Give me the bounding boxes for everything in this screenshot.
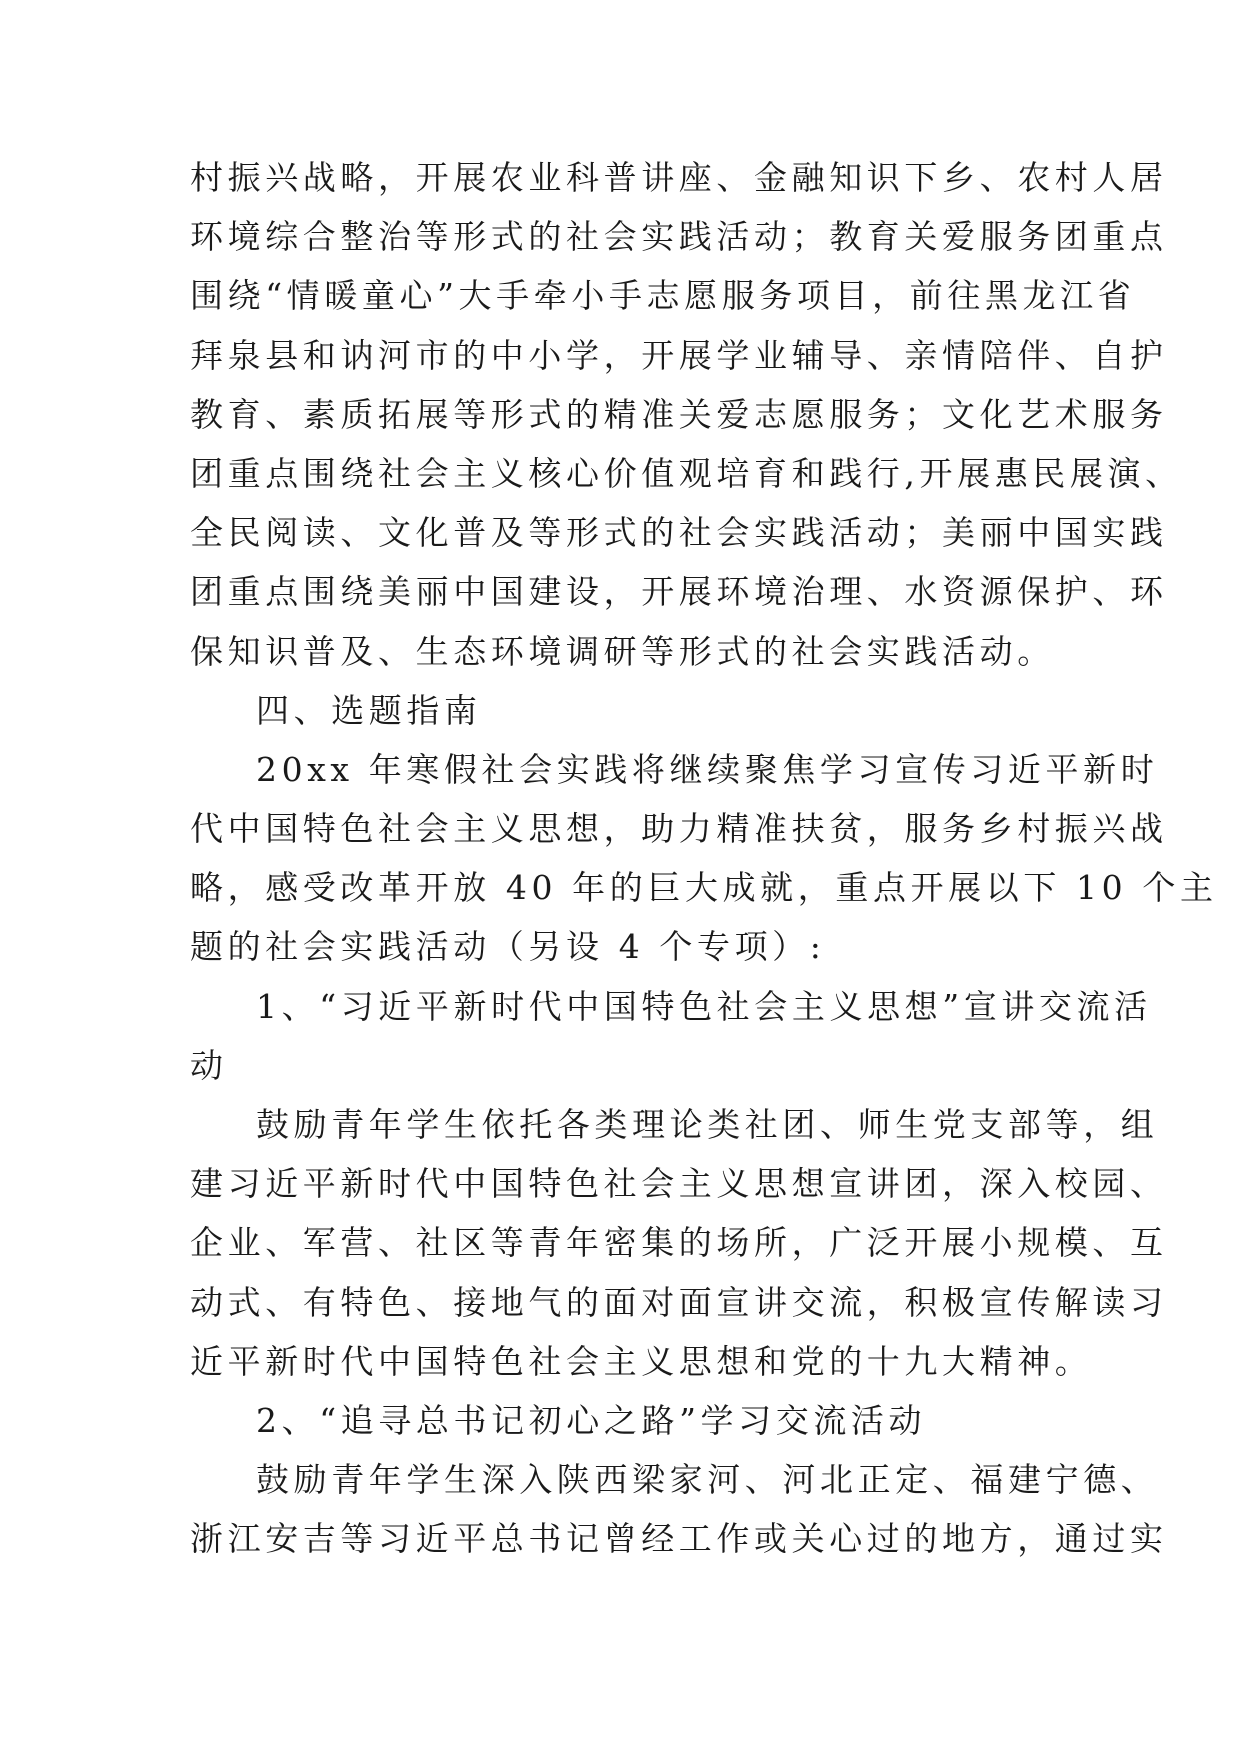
- text-line: 题的社会实践活动（另设 4 个专项）:: [190, 927, 826, 967]
- text-line: 动式、有特色、接地气的面对面宣讲交流，积极宣传解读习: [190, 1282, 1168, 1322]
- text-line: 团重点围绕社会主义核心价值观培育和践行,开展惠民展演、: [190, 453, 1183, 493]
- text-line: 2、“追寻总书记初心之路”学习交流活动: [256, 1400, 927, 1440]
- text-line: 环境综合整治等形式的社会实践活动；教育关爱服务团重点: [190, 217, 1168, 257]
- text-line: 围绕“情暖童心”大手牵小手志愿服务项目，前往黑龙江省: [190, 276, 1136, 316]
- text-line: 教育、素质拓展等形式的精准关爱志愿服务；文化艺术服务: [190, 394, 1168, 434]
- text-line: 20xx 年寒假社会实践将继续聚焦学习宣传习近平新时: [256, 749, 1159, 789]
- text-line: 动: [190, 1045, 228, 1085]
- text-line: 保知识普及、生态环境调研等形式的社会实践活动。: [190, 631, 1055, 671]
- text-line: 代中国特色社会主义思想，助力精准扶贫，服务乡村振兴战: [190, 809, 1168, 849]
- text-line: 建习近平新时代中国特色社会主义思想宣讲团，深入校园、: [190, 1164, 1168, 1204]
- text-line: 略，感受改革开放 40 年的巨大成就，重点开展以下 10 个主: [190, 868, 1218, 908]
- text-line: 企业、军营、社区等青年密集的场所，广泛开展小规模、互: [190, 1223, 1168, 1263]
- text-line: 1、“习近平新时代中国特色社会主义思想”宣讲交流活: [256, 986, 1152, 1026]
- text-line: 浙江安吉等习近平总书记曾经工作或关心过的地方，通过实: [190, 1519, 1168, 1559]
- document-page: [190, 148, 1218, 1569]
- text-line: 四、选题指南: [256, 690, 482, 730]
- text-line: 全民阅读、文化普及等形式的社会实践活动；美丽中国实践: [190, 513, 1168, 553]
- text-line: 村振兴战略，开展农业科普讲座、金融知识下乡、农村人居: [190, 158, 1168, 197]
- text-line: 团重点围绕美丽中国建设，开展环境治理、水资源保护、环: [190, 572, 1168, 612]
- text-line: 近平新时代中国特色社会主义思想和党的十九大精神。: [190, 1341, 1093, 1381]
- text-line: 鼓励青年学生依托各类理论类社团、师生党支部等，组: [256, 1105, 1159, 1144]
- text-line: 鼓励青年学生深入陕西梁家河、河北正定、福建宁德、: [256, 1460, 1159, 1500]
- text-line: 拜泉县和讷河市的中小学，开展学业辅导、亲情陪伴、自护: [190, 335, 1168, 375]
